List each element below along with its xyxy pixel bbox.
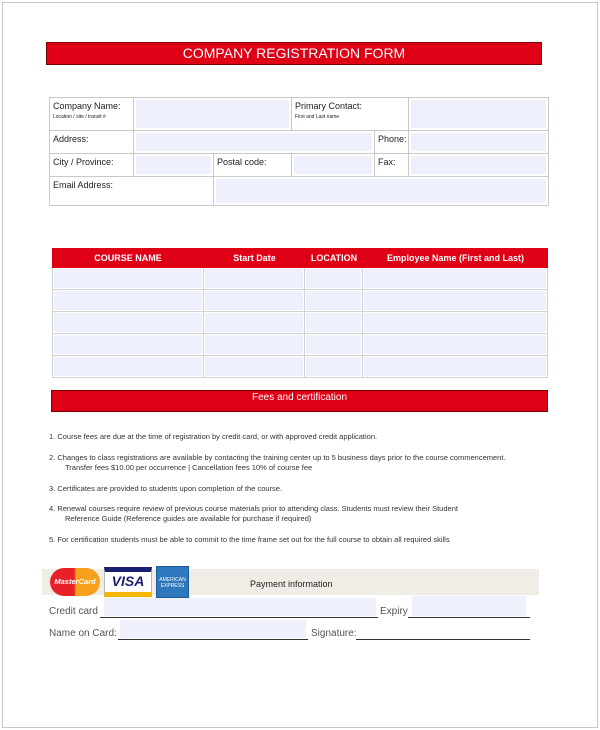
employee-name-cell[interactable] [363, 356, 548, 378]
fax-cell[interactable] [409, 154, 549, 177]
email-label-cell [50, 177, 214, 206]
amex-icon: AMERICAN EXPRESS [156, 566, 189, 598]
city-cell[interactable] [134, 154, 214, 177]
postal-cell[interactable] [292, 154, 375, 177]
name-on-card-input[interactable] [120, 620, 306, 638]
company-name-label-cell [50, 98, 134, 131]
table-row [52, 290, 548, 312]
name-on-card-label: Name on Card: [49, 628, 117, 639]
signature-label: Signature: [311, 628, 357, 639]
location-cell[interactable] [305, 268, 363, 290]
expiry-line [408, 617, 530, 618]
primary-contact-cell[interactable] [409, 98, 549, 131]
fee-note-1: 1. Course fees are due at the time of registration by credit card, or with approved credit application. [49, 432, 378, 441]
address-input[interactable] [136, 133, 372, 151]
company-name-sublabel: Location / site / transit # [53, 114, 106, 120]
credit-card-input[interactable] [104, 598, 376, 616]
city-label: City / Province: [53, 157, 114, 167]
primary-contact-input[interactable] [411, 100, 546, 128]
fee-note-2-text: 2. Changes to class registrations are available by contacting the training center up to 5 business days prior to the course commencement. [49, 453, 506, 462]
location-cell[interactable] [305, 290, 363, 312]
start-date-cell[interactable] [204, 268, 305, 290]
course-name-cell[interactable] [52, 268, 204, 290]
location-cell[interactable] [305, 334, 363, 356]
course-name-header: COURSE NAME [52, 248, 204, 268]
fax-input[interactable] [411, 156, 546, 174]
address-label: Address: [53, 134, 89, 144]
phone-input[interactable] [411, 133, 546, 151]
email-cell[interactable] [214, 177, 549, 206]
phone-label: Phone: [378, 134, 407, 144]
course-name-cell[interactable] [52, 312, 204, 334]
primary-contact-label: Primary Contact: [295, 101, 363, 111]
company-name-input[interactable] [136, 100, 289, 128]
mastercard-icon: MasterCard [50, 568, 100, 596]
address-cell[interactable] [134, 131, 375, 154]
table-row [52, 334, 548, 356]
fee-note-4 [49, 504, 549, 524]
form-title: COMPANY REGISTRATION FORM [46, 42, 542, 65]
fee-note-2 [49, 453, 549, 473]
company-name-label: Company Name: [53, 101, 121, 111]
course-name-cell[interactable] [52, 334, 204, 356]
email-input[interactable] [216, 179, 546, 203]
start-date-cell[interactable] [204, 356, 305, 378]
fee-note-3: 3. Certificates are provided to students upon completion of the course. [49, 484, 283, 493]
city-input[interactable] [136, 156, 211, 174]
employee-name-cell[interactable] [363, 334, 548, 356]
email-label: Email Address: [53, 180, 114, 190]
postal-input[interactable] [294, 156, 372, 174]
name-on-card-line [118, 639, 308, 640]
phone-cell[interactable] [409, 131, 549, 154]
fees-title: Fees and certification [51, 390, 548, 412]
location-cell[interactable] [305, 312, 363, 334]
fee-note-4-text: 4. Renewal courses require review of previous course materials prior to attending class. Students must review their Student [49, 504, 458, 513]
fee-note-5: 5. For certification students must be able to commit to the time frame set out for the full course to obtain all required skills [49, 535, 450, 544]
company-name-cell[interactable] [134, 98, 292, 131]
fax-label-cell [375, 154, 409, 177]
company-info-table [49, 97, 549, 206]
fax-label: Fax: [378, 157, 396, 167]
course-table [52, 248, 548, 378]
course-name-cell[interactable] [52, 290, 204, 312]
primary-contact-sublabel: First and Last name [295, 114, 340, 120]
visa-icon: VISA [104, 567, 152, 597]
phone-label-cell [375, 131, 409, 154]
expiry-input[interactable] [412, 596, 526, 616]
table-row [52, 356, 548, 378]
signature-line[interactable] [356, 639, 530, 640]
location-header: LOCATION [305, 248, 363, 268]
address-label-cell [50, 131, 134, 154]
course-name-cell[interactable] [52, 356, 204, 378]
employee-name-cell[interactable] [363, 290, 548, 312]
start-date-cell[interactable] [204, 312, 305, 334]
table-row [52, 312, 548, 334]
location-cell[interactable] [305, 356, 363, 378]
table-row [52, 268, 548, 290]
employee-name-cell[interactable] [363, 268, 548, 290]
start-date-cell[interactable] [204, 334, 305, 356]
start-date-header: Start Date [204, 248, 305, 268]
city-label-cell [50, 154, 134, 177]
fee-note-4-continued: Reference Guide (Reference guides are available for purchase if required) [65, 514, 312, 523]
expiry-label: Expiry [380, 606, 408, 617]
course-rows [52, 268, 548, 378]
employee-name-cell[interactable] [363, 312, 548, 334]
credit-card-line [100, 617, 378, 618]
primary-contact-label-cell [292, 98, 409, 131]
fee-note-2-continued: Transfer fees $10.00 per occurrence | Cancellation fees 10% of course fee [65, 463, 313, 472]
start-date-cell[interactable] [204, 290, 305, 312]
postal-label: Postal code: [217, 157, 267, 167]
credit-card-label: Credit card [49, 606, 98, 617]
postal-label-cell [214, 154, 292, 177]
payment-title: Payment information [250, 579, 333, 589]
employee-name-header: Employee Name (First and Last) [363, 248, 548, 268]
